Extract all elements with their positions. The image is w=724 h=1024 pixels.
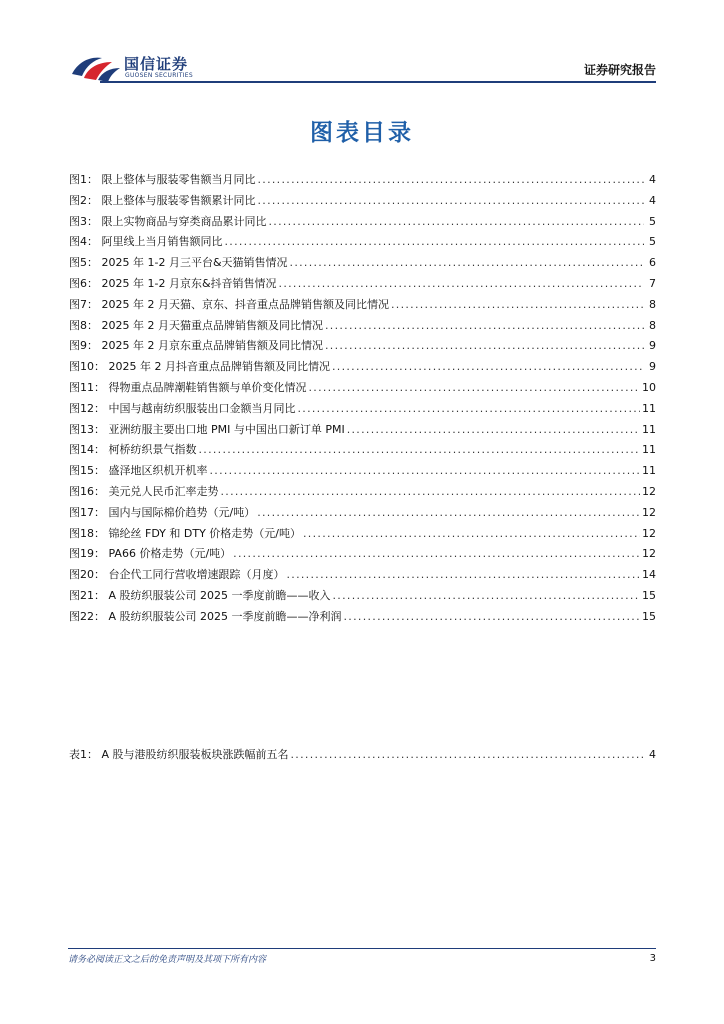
figure-entry-label: 图15： 盛泽地区织机开机率	[69, 464, 208, 478]
figure-entry-page: 5	[649, 214, 656, 228]
figure-entry-label: 图10： 2025 年 2 月抖音重点品牌销售额及同比情况	[69, 360, 330, 374]
dot-leader	[233, 544, 640, 565]
figure-entry-label: 图18： 锦纶丝 FDY 和 DTY 价格走势（元/吨）	[69, 526, 302, 540]
figure-entry[interactable]	[69, 316, 656, 337]
page-number: 3	[649, 953, 656, 964]
dot-leader	[279, 274, 644, 295]
logo-chinese-name: 国信证券	[124, 55, 189, 73]
dot-leader	[344, 607, 640, 628]
dot-leader	[298, 399, 641, 420]
figure-entry-label: 图12： 中国与越南纺织服装出口金额当月同比	[69, 401, 296, 415]
figure-entry-page: 9	[649, 360, 656, 374]
dot-leader	[290, 253, 644, 274]
dot-leader	[333, 586, 640, 607]
figure-entry[interactable]	[69, 565, 656, 586]
figure-entry-page: 7	[649, 276, 656, 290]
figure-entry[interactable]	[69, 440, 656, 461]
figure-entry-label: 图9： 2025 年 2 月京东重点品牌销售额及同比情况	[69, 339, 323, 353]
figure-entry[interactable]	[69, 482, 656, 503]
figure-entry-label: 图5： 2025 年 1-2 月三平台&天猫销售情况	[69, 256, 288, 270]
table-entry-page: 4	[649, 748, 656, 761]
figure-entry[interactable]	[69, 607, 656, 628]
header-divider	[100, 81, 656, 83]
figure-entry-label: 图4： 阿里线上当月销售额同比	[69, 235, 223, 249]
dot-leader	[221, 482, 641, 503]
figure-entry[interactable]	[69, 586, 656, 607]
figure-entry-label: 图19： PA66 价格走势（元/吨）	[69, 547, 232, 561]
figure-entry-label: 图14： 柯桥纺织景气指数	[69, 443, 197, 457]
figure-entry[interactable]	[69, 357, 656, 378]
figure-entry[interactable]	[69, 420, 656, 441]
figure-entry-page: 12	[642, 526, 656, 540]
figure-entry-page: 11	[642, 401, 656, 415]
report-type-label: 证券研究报告	[583, 63, 656, 77]
figure-entry-page: 12	[642, 505, 656, 519]
figure-list	[69, 170, 656, 628]
figure-entry-label: 图21： A 股纺织服装公司 2025 一季度前瞻——收入	[69, 588, 331, 602]
figure-entry-page: 10	[642, 380, 656, 394]
figure-entry-page: 15	[642, 588, 656, 602]
page-header	[68, 50, 656, 84]
figure-entry-label: 图1： 限上整体与服装零售额当月同比	[69, 173, 256, 186]
figure-entry[interactable]	[69, 524, 656, 545]
footer-disclaimer: 请务必阅读正文之后的免责声明及其项下所有内容	[68, 955, 267, 965]
guosen-logo	[68, 50, 208, 84]
dot-leader	[309, 378, 641, 399]
figure-entry-page: 4	[649, 173, 656, 186]
table-entry[interactable]	[69, 745, 656, 766]
figure-entry[interactable]	[69, 503, 656, 524]
dot-leader	[325, 336, 644, 357]
figure-entry-page: 5	[649, 235, 656, 249]
table-list	[69, 745, 656, 766]
figure-entry-label: 图20： 台企代工同行营收增速跟踪（月度）	[69, 568, 285, 582]
dot-leader	[325, 316, 644, 337]
figure-entry-page: 12	[642, 547, 656, 561]
dot-leader	[258, 191, 645, 212]
figure-entry[interactable]	[69, 336, 656, 357]
guosen-logo-icon	[68, 50, 122, 84]
figure-entry-page: 11	[642, 422, 656, 436]
footer-divider	[68, 948, 656, 949]
figure-entry[interactable]	[69, 378, 656, 399]
dot-leader	[199, 440, 641, 461]
dot-leader	[258, 170, 645, 191]
dot-leader	[347, 420, 640, 441]
figure-entry-label: 图8： 2025 年 2 月天猫重点品牌销售额及同比情况	[69, 318, 323, 332]
figure-entry-label: 图17： 国内与国际棉价趋势（元/吨）	[69, 505, 256, 519]
figure-entry-label: 图3： 限上实物商品与穿类商品累计同比	[69, 214, 267, 228]
figure-entry-page: 11	[642, 443, 656, 457]
figure-entry[interactable]	[69, 191, 656, 212]
figure-entry-label: 图2： 限上整体与服装零售额累计同比	[69, 193, 256, 207]
dot-leader	[303, 524, 640, 545]
figure-entry[interactable]	[69, 399, 656, 420]
dot-leader	[287, 565, 641, 586]
figure-entry-page: 6	[649, 256, 656, 270]
figure-entry-label: 图22： A 股纺织服装公司 2025 一季度前瞻——净利润	[69, 609, 342, 623]
figure-entry-page: 9	[649, 339, 656, 353]
figure-entry-page: 15	[642, 609, 656, 623]
table-entry-label: 表1： A 股与港股纺织服装板块涨跌幅前五名	[69, 748, 289, 761]
page-title: 图表目录	[310, 120, 414, 146]
logo-english-name: GUOSEN SECURITIES	[125, 72, 194, 79]
figure-entry-label: 图7： 2025 年 2 月天猫、京东、抖音重点品牌销售额及同比情况	[69, 297, 389, 311]
figure-entry[interactable]	[69, 212, 656, 233]
dot-leader	[210, 461, 641, 482]
figure-entry[interactable]	[69, 253, 656, 274]
figure-entry[interactable]	[69, 170, 656, 191]
figure-entry[interactable]	[69, 544, 656, 565]
dot-leader	[269, 212, 645, 233]
figure-entry-label: 图16： 美元兑人民币汇率走势	[69, 484, 219, 498]
figure-entry[interactable]	[69, 295, 656, 316]
figure-entry-page: 8	[649, 318, 656, 332]
figure-entry-page: 8	[649, 297, 656, 311]
dot-leader	[225, 232, 645, 253]
figure-entry-label: 图6： 2025 年 1-2 月京东&抖音销售情况	[69, 276, 277, 290]
figure-entry[interactable]	[69, 232, 656, 253]
figure-entry[interactable]	[69, 274, 656, 295]
figure-entry-page: 12	[642, 484, 656, 498]
dot-leader	[332, 357, 644, 378]
figure-entry-page: 11	[642, 464, 656, 478]
figure-entry-page: 4	[649, 193, 656, 207]
figure-entry-page: 14	[642, 568, 656, 582]
dot-leader	[291, 745, 644, 766]
dot-leader	[257, 503, 640, 524]
figure-entry[interactable]	[69, 461, 656, 482]
figure-entry-label: 图13： 亚洲纺服主要出口地 PMI 与中国出口新订单 PMI	[69, 422, 345, 436]
dot-leader	[391, 295, 644, 316]
figure-entry-label: 图11： 得物重点品牌潮鞋销售额与单价变化情况	[69, 380, 307, 394]
